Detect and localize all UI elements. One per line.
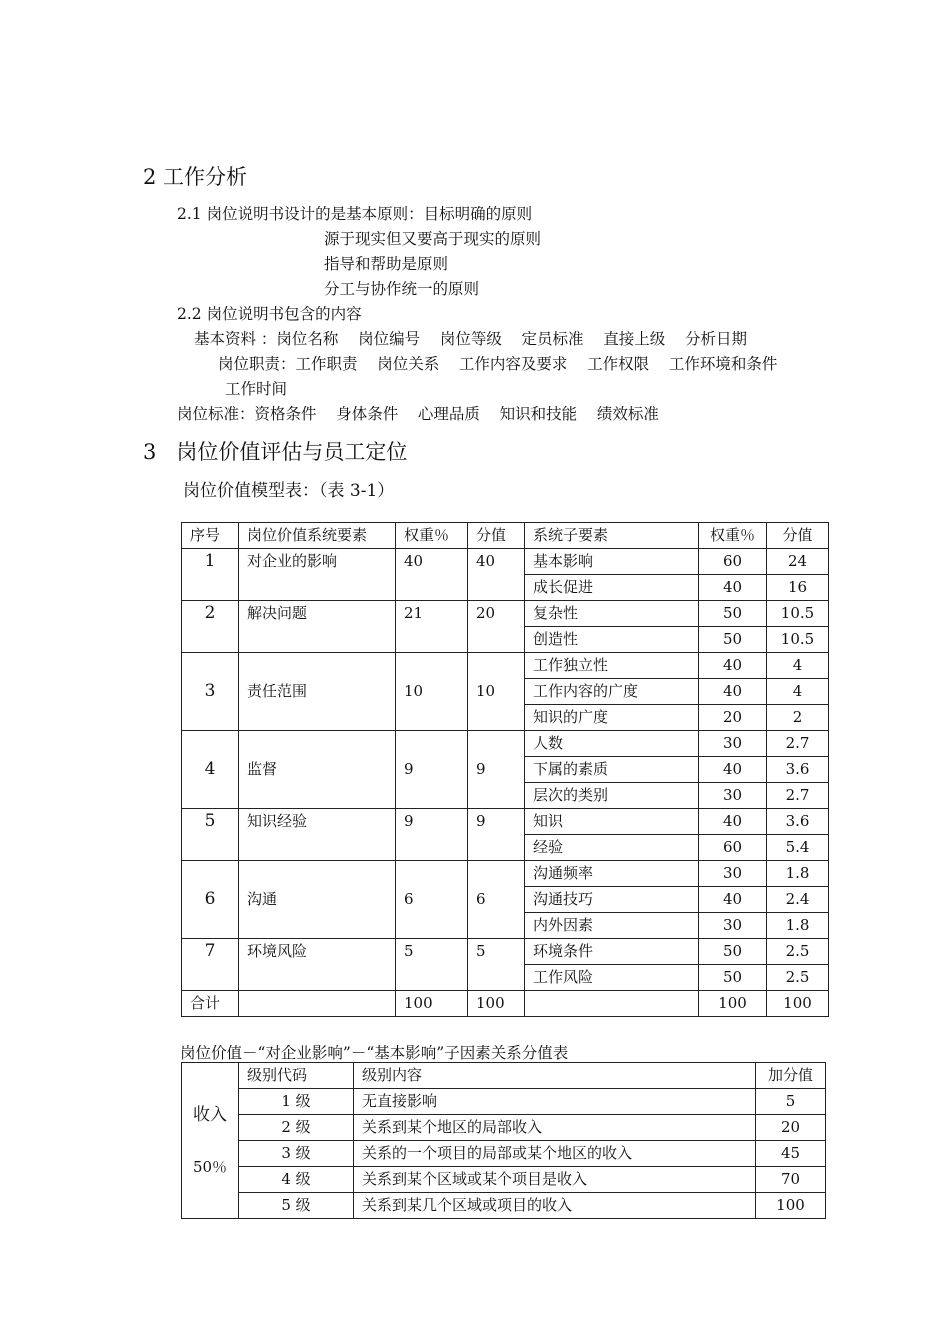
sub-element-name: 内外因素: [525, 913, 699, 939]
sub-element-score: 2.7: [767, 731, 829, 757]
level-content: 无直接影响: [354, 1089, 756, 1115]
column-header: 岗位价值系统要素: [239, 523, 396, 549]
level-code: 5 级: [239, 1193, 354, 1219]
column-header: 序号: [182, 523, 239, 549]
sub-element-name: 基本影响: [525, 549, 699, 575]
column-header: 权重％: [699, 523, 767, 549]
sub-element-score: 4: [767, 679, 829, 705]
sub-element-name: 环境条件: [525, 939, 699, 965]
sub-element-weight: 30: [699, 731, 767, 757]
sub-element-score: 1.8: [767, 861, 829, 887]
section-2-1-title: 2.1 岗位说明书设计的是基本原则：目标明确的原则: [177, 205, 533, 223]
sub-element-name: 工作内容的广度: [525, 679, 699, 705]
sub-element-name: 沟通频率: [525, 861, 699, 887]
column-header: 分值: [468, 523, 525, 549]
row-number: 4: [182, 731, 239, 809]
row-number: 7: [182, 939, 239, 991]
element-score: 10: [468, 653, 525, 731]
sub-element-name: 工作独立性: [525, 653, 699, 679]
sub-element-name: 层次的类别: [525, 783, 699, 809]
total-score: 100: [468, 991, 525, 1017]
total-blank: [525, 991, 699, 1017]
level-points: 70: [756, 1167, 826, 1193]
section-3-heading: 3 岗位价值评估与员工定位: [143, 440, 408, 464]
element-score: 40: [468, 549, 525, 601]
sub-element-weight: 30: [699, 913, 767, 939]
element-name: 知识经验: [239, 809, 396, 861]
principle-item: 指导和帮助是原则: [324, 255, 449, 273]
total-blank: [239, 991, 396, 1017]
element-name: 责任范围: [239, 653, 396, 731]
table-row: [182, 861, 829, 887]
level-points: 5: [756, 1089, 826, 1115]
total-label: 合计: [182, 991, 239, 1017]
sub-element-weight: 40: [699, 575, 767, 601]
principle-item: 源于现实但又要高于现实的原则: [324, 230, 542, 248]
column-header: 级别内容: [354, 1063, 756, 1089]
level-code: 3 级: [239, 1141, 354, 1167]
table-caption: 岗位价值模型表：（表 3-1）: [183, 481, 395, 501]
sub-element-weight: 20: [699, 705, 767, 731]
sub-element-name: 知识: [525, 809, 699, 835]
element-score: 5: [468, 939, 525, 991]
principle-item: 分工与协作统一的原则: [324, 280, 480, 298]
level-content: 关系到某几个区域或项目的收入: [354, 1193, 756, 1219]
sub-element-name: 成长促进: [525, 575, 699, 601]
sub-element-score: 3.6: [767, 757, 829, 783]
total-row: [182, 991, 829, 1017]
level-content: 关系到某个地区的局部收入: [354, 1115, 756, 1141]
table-row: [182, 939, 829, 965]
income-side-label: [182, 1063, 239, 1219]
level-points: 100: [756, 1193, 826, 1219]
sub-element-score: 2: [767, 705, 829, 731]
level-points: 45: [756, 1141, 826, 1167]
element-name: 对企业的影响: [239, 549, 396, 601]
element-name: 沟通: [239, 861, 396, 939]
sub-element-weight: 40: [699, 679, 767, 705]
element-weight: 6: [396, 861, 468, 939]
sub-element-score: 24: [767, 549, 829, 575]
table-row: [182, 809, 829, 835]
element-weight: 5: [396, 939, 468, 991]
level-code: 4 级: [239, 1167, 354, 1193]
side-label-percent: 50％: [192, 1157, 228, 1176]
table-row: [182, 1089, 826, 1115]
element-weight: 40: [396, 549, 468, 601]
sub-element-weight: 40: [699, 653, 767, 679]
column-header: 系统子要素: [525, 523, 699, 549]
duty-line: 岗位职责：工作职责 岗位关系 工作内容及要求 工作权限 工作环境和条件: [218, 355, 778, 373]
sub-element-weight: 60: [699, 549, 767, 575]
level-code: 2 级: [239, 1115, 354, 1141]
column-header: 加分值: [756, 1063, 826, 1089]
table-row: [182, 731, 829, 757]
sub-element-name: 经验: [525, 835, 699, 861]
level-content: 关系到某个区域或某个项目是收入: [354, 1167, 756, 1193]
basic-info-line: 基本资料 ：岗位名称 岗位编号 岗位等级 定员标准 直接上级 分析日期: [194, 330, 747, 348]
element-name: 监督: [239, 731, 396, 809]
sub-element-score: 4: [767, 653, 829, 679]
sub-element-weight: 30: [699, 861, 767, 887]
sub-element-weight: 50: [699, 601, 767, 627]
element-name: 解决问题: [239, 601, 396, 653]
sub-element-score: 2.5: [767, 939, 829, 965]
sub-element-score: 2.7: [767, 783, 829, 809]
element-score: 9: [468, 809, 525, 861]
sub-element-name: 复杂性: [525, 601, 699, 627]
total-weight: 100: [396, 991, 468, 1017]
row-number: 3: [182, 653, 239, 731]
level-content: 关系的一个项目的局部或某个地区的收入: [354, 1141, 756, 1167]
side-label-income: 收入: [193, 1104, 227, 1125]
element-weight: 9: [396, 809, 468, 861]
row-number: 5: [182, 809, 239, 861]
sub-element-score: 10.5: [767, 601, 829, 627]
element-score: 6: [468, 861, 525, 939]
section-2-heading: 2 工作分析: [143, 165, 248, 189]
table-row: [182, 653, 829, 679]
standard-line: 岗位标准：资格条件 身体条件 心理品质 知识和技能 绩效标准: [177, 405, 659, 423]
sub-element-weight: 50: [699, 965, 767, 991]
sub-element-score: 16: [767, 575, 829, 601]
table-row: [182, 1141, 826, 1167]
sub-element-weight: 50: [699, 939, 767, 965]
sub-element-score: 1.8: [767, 913, 829, 939]
table-row: [182, 1115, 826, 1141]
row-number: 2: [182, 601, 239, 653]
sub-element-name: 人数: [525, 731, 699, 757]
element-score: 20: [468, 601, 525, 653]
score-table-caption: 岗位价值－“对企业影响”－“基本影响”子因素关系分值表: [180, 1044, 569, 1062]
table-header-row: [182, 523, 829, 549]
column-header: 分值: [767, 523, 829, 549]
table-row: [182, 601, 829, 627]
sub-element-weight: 30: [699, 783, 767, 809]
sub-element-name: 工作风险: [525, 965, 699, 991]
element-name: 环境风险: [239, 939, 396, 991]
sub-element-weight: 40: [699, 887, 767, 913]
sub-element-weight: 40: [699, 757, 767, 783]
sub-element-name: 沟通技巧: [525, 887, 699, 913]
table-row: [182, 1167, 826, 1193]
sub-element-name: 创造性: [525, 627, 699, 653]
sub-element-score: 5.4: [767, 835, 829, 861]
sub-element-weight: 60: [699, 835, 767, 861]
total-sub-weight: 100: [699, 991, 767, 1017]
job-value-model-table: [181, 522, 829, 1017]
sub-element-score: 2.4: [767, 887, 829, 913]
level-code: 1 级: [239, 1089, 354, 1115]
side-label-spacer: [182, 1128, 238, 1154]
section-2-2-title: 2.2 岗位说明书包含的内容: [177, 305, 362, 323]
column-header: 权重％: [396, 523, 468, 549]
table-row: [182, 549, 829, 575]
sub-element-weight: 40: [699, 809, 767, 835]
basic-impact-score-table: [181, 1062, 826, 1219]
sub-element-weight: 50: [699, 627, 767, 653]
element-weight: 21: [396, 601, 468, 653]
table-row: [182, 1193, 826, 1219]
sub-element-score: 2.5: [767, 965, 829, 991]
element-weight: 10: [396, 653, 468, 731]
row-number: 6: [182, 861, 239, 939]
sub-element-name: 知识的广度: [525, 705, 699, 731]
sub-element-score: 3.6: [767, 809, 829, 835]
duty-line-2: 工作时间: [225, 380, 288, 398]
sub-element-score: 10.5: [767, 627, 829, 653]
level-points: 20: [756, 1115, 826, 1141]
row-number: 1: [182, 549, 239, 601]
column-header: 级别代码: [239, 1063, 354, 1089]
sub-element-name: 下属的素质: [525, 757, 699, 783]
element-weight: 9: [396, 731, 468, 809]
element-score: 9: [468, 731, 525, 809]
total-sub-score: 100: [767, 991, 829, 1017]
table-header-row: [182, 1063, 826, 1089]
